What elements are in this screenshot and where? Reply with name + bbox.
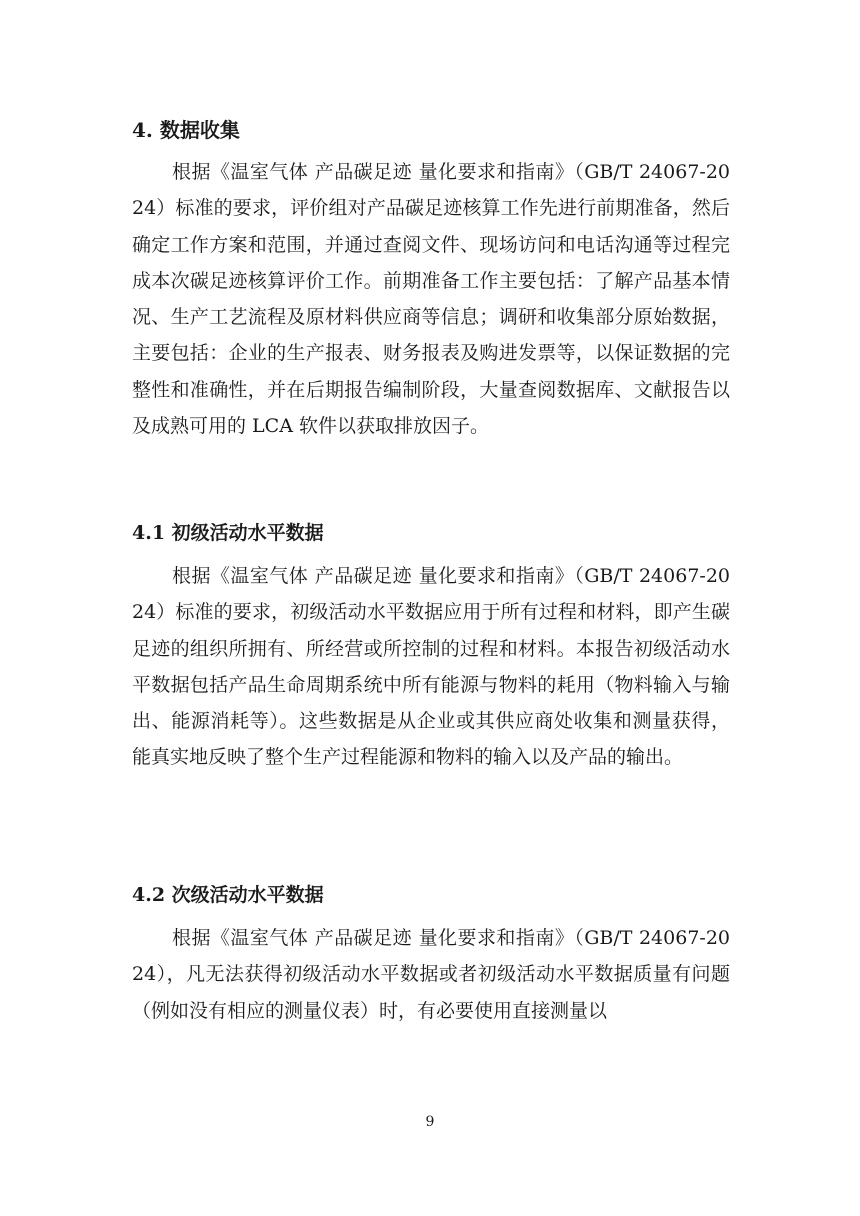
subsection-paragraph-4-2: 根据《温室气体 产品碳足迹 量化要求和指南》（GB/T 24067-2024），凡无法获得初级活动水平数据或者初级活动水平数据质量有问题（例如没有相应的测量仪表）时，有必要使用直接测量以 <box>132 927 730 1022</box>
section-heading: 4. 数据收集 <box>132 118 240 142</box>
subsection-heading-4-2: 4.2 次级活动水平数据 <box>132 884 324 906</box>
page-number: 9 <box>425 1114 435 1130</box>
section-intro-paragraph: 根据《温室气体 产品碳足迹 量化要求和指南》（GB/T 24067-2024）标准的要求，评价组对产品碳足迹核算工作先进行前期准备，然后确定工作方案和范围，并通过查阅文件、现场访问和电话沟通等过程完成本次碳足迹核算评价工作。前期准备工作主要包括：了解产品基本情况、生产工艺流程及原材料供应商等信息；调研和收集部分原始数据，主要包括：企业的生产报表、财务报表及购进发票等，以保证数据的完整性和准确性，并在后期报告编制阶段，大量查阅数据库、文献报告以及成熟可用的 LCA 软件以获取排放因子。 <box>132 161 730 438</box>
subsection-heading-4-1: 4.1 初级活动水平数据 <box>132 522 324 544</box>
subsection-paragraph-4-1: 根据《温室气体 产品碳足迹 量化要求和指南》（GB/T 24067-2024）标准的要求，初级活动水平数据应用于所有过程和材料，即产生碳足迹的组织所拥有、所经营或所控制的过程和材料。本报告初级活动水平数据包括产品生命周期系统中所有能源与物料的耗用（物料输入与输出、能源消耗等）。这些数据是从企业或其供应商处收集和测量获得，能真实地反映了整个生产过程能源和物料的输入以及产品的输出。 <box>132 565 730 769</box>
